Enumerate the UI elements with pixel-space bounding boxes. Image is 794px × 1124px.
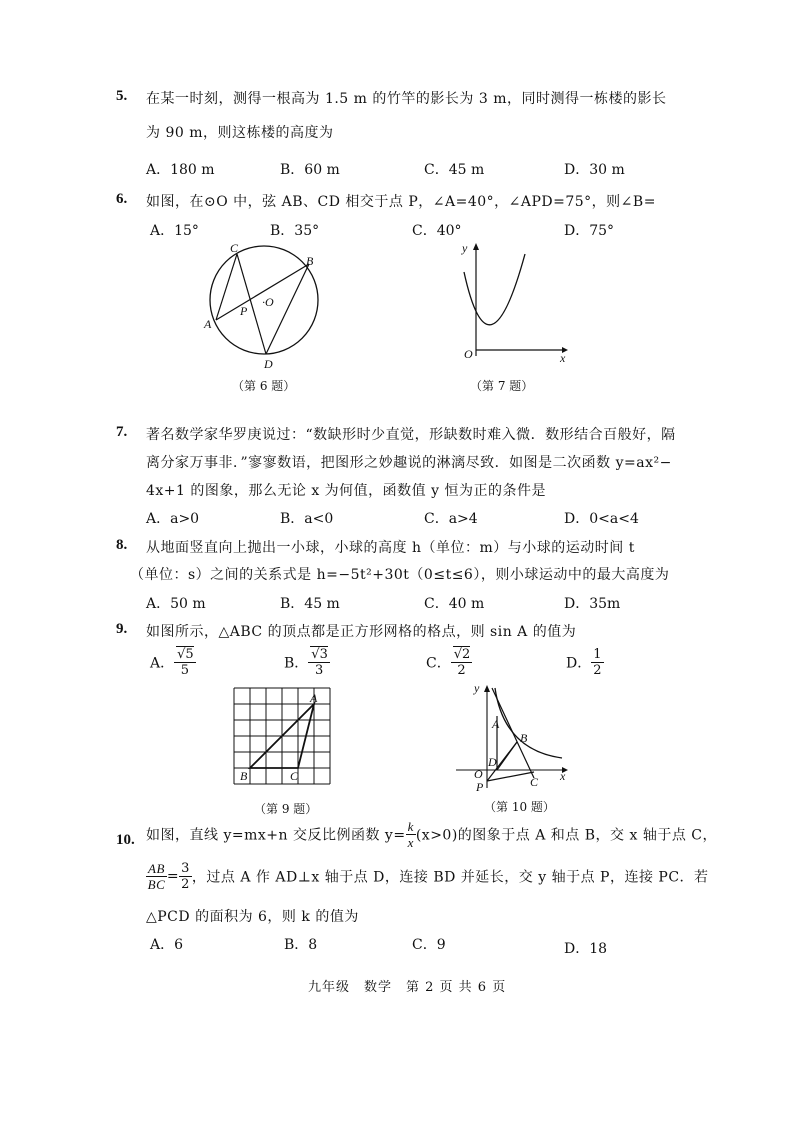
q10-k: k <box>407 819 414 834</box>
label-b: B <box>240 769 248 783</box>
q9-option-a-letter: A． <box>150 655 175 672</box>
label-a: A <box>310 691 318 705</box>
line-ac <box>492 688 534 778</box>
q5-option-a: A．180 m <box>146 162 215 178</box>
q9-option-a <box>150 648 196 677</box>
q9-option-b-fraction <box>308 648 330 677</box>
label-a: A <box>492 717 500 731</box>
q10-x: x <box>407 835 414 850</box>
q10-two: 2 <box>181 877 190 892</box>
label-p: P <box>240 304 248 318</box>
q9-option-b-numerator: √3 <box>311 647 328 662</box>
label-c: C <box>230 241 239 255</box>
q8-option-c: C．40 m <box>424 596 485 612</box>
q10-text-line2: $\frac{AB}{BC}$ = $\frac{3}{2}$ ，过点 A 作 AD⊥x 轴于点 D，连接 BD 并延长，交 y 轴于点 P，连接 PC．若 <box>147 861 709 892</box>
figure-9-caption: （第 9 题） <box>254 802 318 816</box>
q7-text-line2: 离分家万事非．”寥寥数语，把图形之妙趣说的淋漓尽致．如图是二次函数 y=ax²− <box>146 455 672 471</box>
q10-three: 3 <box>181 861 190 876</box>
q9-option-b-denominator: 3 <box>314 663 324 678</box>
segment-ac <box>216 254 237 320</box>
q9-option-b <box>284 648 330 677</box>
q7-text-line1: 著名数学家华罗庚说过：“数缺形时少直觉，形缺数时难入微．数形结合百般好，隔 <box>146 427 676 443</box>
label-x: x <box>560 351 566 365</box>
figure-10-hyperbola-diagram <box>450 680 574 798</box>
label-a: A <box>204 317 212 331</box>
q6-option-a: A．15° <box>150 223 199 239</box>
q5-option-d: D．30 m <box>564 162 625 178</box>
q10-ab-over-bc <box>146 862 167 891</box>
q5-number: 5. <box>116 88 128 104</box>
q7-number: 7. <box>116 424 128 440</box>
q10-line1-part1: 如图，直线 y=mx+n 交反比例函数 y= <box>146 827 406 844</box>
q7-option-b: B．a<0 <box>280 511 334 527</box>
q9-option-c-letter: C． <box>426 655 451 672</box>
q9-option-d-letter: D． <box>566 655 592 672</box>
q8-option-d: D．35m <box>564 596 621 612</box>
q10-option-c: C．9 <box>412 937 446 953</box>
q7-option-c: C．a>4 <box>424 511 478 527</box>
figure-7-parabola-diagram <box>448 238 576 368</box>
hyperbola-curve <box>495 688 562 758</box>
label-origin: O <box>464 347 473 361</box>
q9-option-d-denominator: 2 <box>593 663 602 678</box>
q8-option-b: B．45 m <box>280 596 340 612</box>
q9-option-d-fraction <box>591 648 603 677</box>
y-axis-arrow <box>473 243 479 250</box>
figure-6-caption: （第 6 题） <box>232 379 296 393</box>
q10-number: 10. <box>116 832 135 848</box>
q10-text-line1 <box>146 820 717 849</box>
figure-7-caption: （第 7 题） <box>470 379 534 393</box>
q8-text-line1: 从地面竖直向上抛出一小球，小球的高度 h（单位：m）与小球的运动时间 t <box>146 540 635 556</box>
label-p: P <box>476 780 484 794</box>
label-y: y <box>474 681 480 695</box>
y-axis-arrow <box>484 685 490 692</box>
q10-three-halves <box>179 862 192 891</box>
q10-line1-part2: (x>0)的图象于点 A 和点 B，交 x 轴于点 C， <box>415 827 718 844</box>
q9-option-a-numerator: √5 <box>177 647 194 662</box>
q6-text-line1: 如图，在⊙O 中，弦 AB、CD 相交于点 P，∠A=40°，∠APD=75°，则∠B= <box>146 194 656 210</box>
q9-number: 9. <box>116 621 128 637</box>
label-o: ·O <box>262 295 274 309</box>
parabola-curve <box>464 254 525 325</box>
q9-text-line1: 如图所示，△ABC 的顶点都是正方形网格的格点，则 sin A 的值为 <box>146 624 577 640</box>
q6-option-b: B．35° <box>270 223 320 239</box>
q9-option-c-fraction <box>451 648 473 677</box>
q8-number: 8. <box>116 537 128 553</box>
q5-option-c: C．45 m <box>424 162 485 178</box>
label-c: C <box>290 769 299 783</box>
q9-option-b-letter: B． <box>284 655 309 672</box>
label-d: D <box>264 357 273 371</box>
q5-text-line1: 在某一时刻，测得一根高为 1.5 m 的竹竿的影长为 3 m，同时测得一栋楼的影长 <box>146 91 667 107</box>
q7-option-d: D．0<a<4 <box>564 511 639 527</box>
q6-option-c: C．40° <box>412 223 462 239</box>
q7-text-line3: 4x+1 的图象，那么无论 x 为何值，函数值 y 恒为正的条件是 <box>146 483 546 499</box>
q9-option-c-numerator: √2 <box>453 647 471 662</box>
page-footer: 九年级 数学 第 2 页 共 6 页 <box>308 980 507 995</box>
q10-k-over-x <box>406 820 416 849</box>
label-b: B <box>306 254 314 268</box>
q7-option-a: A．a>0 <box>146 511 200 527</box>
q9-option-c <box>426 648 472 677</box>
figure-9-grid-diagram <box>226 684 338 794</box>
q10-bc: BC <box>147 877 166 892</box>
q8-text-line2: （单位：s）之间的关系式是 h=−5t²+30t（0≤t≤6），则小球运动中的最大高度为 <box>130 567 670 583</box>
figure-10-caption: （第 10 题） <box>484 800 555 814</box>
q9-option-d-numerator: 1 <box>593 647 602 662</box>
q9-option-d <box>566 648 604 677</box>
label-d: D <box>488 755 497 769</box>
label-origin: O <box>474 767 483 781</box>
q10-line2-text: ，过点 A 作 AD⊥x 轴于点 D，连接 BD 并延长，交 y 轴于点 P，连接 PC．若 <box>191 869 709 886</box>
label-b: B <box>520 731 528 745</box>
segment-db <box>497 742 517 770</box>
q6-number: 6. <box>116 191 128 207</box>
q10-text-line3: △PCD 的面积为 6，则 k 的值为 <box>146 909 359 925</box>
q9-option-a-fraction <box>174 648 196 677</box>
label-c: C <box>530 775 539 789</box>
figure-6-circle-diagram <box>200 238 330 373</box>
q9-option-a-denominator: 5 <box>180 663 190 678</box>
q5-text-line2: 为 90 m，则这栋楼的高度为 <box>146 125 334 141</box>
q10-option-d: D．18 <box>564 941 608 957</box>
q8-option-a: A．50 m <box>146 596 206 612</box>
segment-pc <box>487 772 534 781</box>
q6-option-d: D．75° <box>564 223 615 239</box>
q10-option-a: A．6 <box>150 937 184 953</box>
label-x: x <box>560 769 566 783</box>
q10-option-b: B．8 <box>284 937 318 953</box>
q10-ab: AB <box>148 861 165 876</box>
q9-option-c-denominator: 2 <box>457 663 466 678</box>
q5-option-b: B．60 m <box>280 162 340 178</box>
label-y: y <box>462 241 468 255</box>
